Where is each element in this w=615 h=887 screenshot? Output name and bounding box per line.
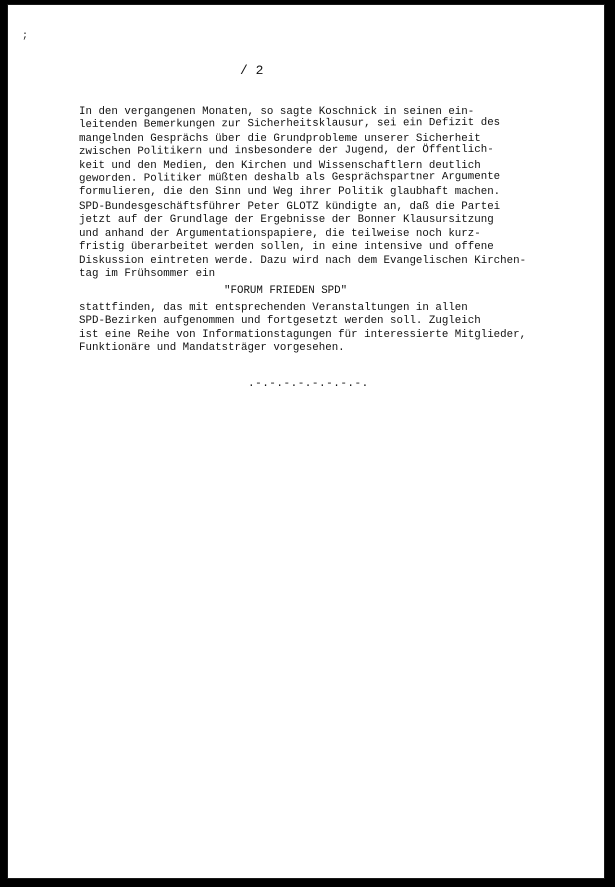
document-page (8, 5, 604, 878)
forum-heading: "FORUM FRIEDEN SPD" (224, 285, 348, 297)
paragraph-koschnick (79, 106, 579, 200)
text-line: SPD-Bundesgeschäftsführer Peter GLOTZ kündigte an, daß die Partei (79, 201, 501, 213)
text-line: Diskussion eintreten werde. Dazu wird nach dem Evangelischen Kirchen- (79, 254, 527, 267)
text-line: zwischen Politikern und insbesondere der Jugend, der Öffentlich- (78, 144, 494, 159)
text-line: ist eine Reihe von Informationstagungen für interessierte Mitglieder, (79, 328, 527, 341)
text-line: Funktionäre und Mandatsträger vorgesehen. (79, 342, 345, 355)
text-line: SPD-Bezirken aufgenommen und fortgesetzt werden soll. Zugleich (79, 315, 481, 328)
text-line: fristig überarbeitet werden sollen, in eine intensive und offene (79, 241, 494, 254)
text-line: keit und den Medien, den Kirchen und Wissenschaftlern deutlich (79, 159, 481, 172)
text-line: und anhand der Argumentationspapiere, die teilweise noch kurz- (79, 227, 481, 240)
corner-mark: ; (22, 31, 29, 42)
page-number: / 2 (240, 63, 264, 78)
text-line: stattfinden, das mit entsprechenden Veranstaltungen in allen (79, 302, 468, 314)
paragraph-forum (79, 302, 579, 356)
text-line: leitenden Bemerkungen zur Sicherheitsklausur, sei ein Defizit des (78, 117, 501, 132)
text-line: jetzt auf der Grundlage der Ergebnisse der Bonner Klausursitzung (79, 214, 494, 227)
text-line: formulieren, die den Sinn und Weg ihrer Politik glaubhaft machen. (79, 186, 501, 199)
end-separator: .-.-.-.-.-.-.-.-. (248, 378, 369, 390)
text-line: tag im Frühsommer ein (79, 268, 216, 281)
text-line: In den vergangenen Monaten, so sagte Koschnick in seinen ein- (79, 106, 475, 118)
paragraph-glotz (79, 201, 579, 281)
text-line: mangelnden Gesprächs über die Grundprobleme unserer Sicherheit (79, 132, 481, 145)
text-line: geworden. Politiker müßten deshalb als Gesprächspartner Argumente (78, 170, 501, 186)
